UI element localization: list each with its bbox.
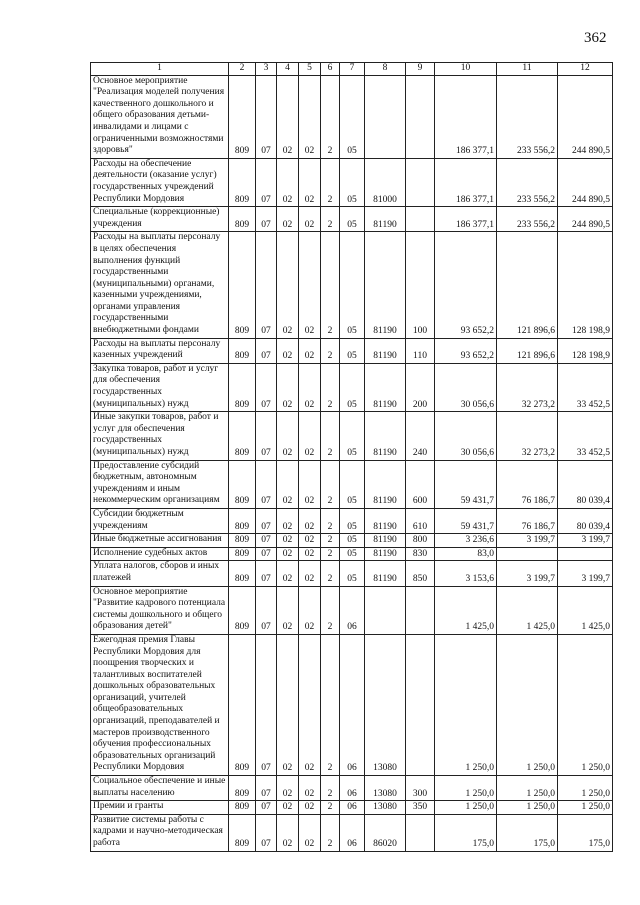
cell-col-11: 233 556,2 [497, 207, 558, 232]
cell-col-2: 809 [229, 363, 256, 411]
cell-col-3: 07 [256, 561, 277, 586]
row-name-cell: Премии и гранты [91, 801, 229, 815]
cell-col-7: 05 [340, 207, 365, 232]
table-row [91, 232, 613, 338]
cell-col-8: 13080 [365, 776, 406, 801]
table-row [91, 776, 613, 801]
cell-col-3: 07 [256, 460, 277, 508]
cell-col-7: 05 [340, 338, 365, 363]
column-header: 9 [406, 63, 435, 76]
table-row [91, 561, 613, 586]
cell-col-11: 3 199,7 [497, 534, 558, 548]
cell-col-6: 2 [321, 338, 340, 363]
cell-col-10: 59 431,7 [435, 508, 497, 533]
cell-col-4: 02 [277, 776, 299, 801]
cell-col-4: 02 [277, 207, 299, 232]
cell-col-2: 809 [229, 232, 256, 338]
table-row [91, 412, 613, 460]
cell-col-7: 06 [340, 776, 365, 801]
cell-col-2: 809 [229, 814, 256, 851]
cell-col-8: 81190 [365, 338, 406, 363]
cell-col-8: 81190 [365, 508, 406, 533]
cell-col-8: 81190 [365, 232, 406, 338]
cell-col-9 [406, 634, 435, 775]
cell-col-6: 2 [321, 776, 340, 801]
cell-col-10: 93 652,2 [435, 232, 497, 338]
cell-col-11: 233 556,2 [497, 158, 558, 206]
cell-col-10: 30 056,6 [435, 412, 497, 460]
cell-col-10: 83,0 [435, 547, 497, 561]
cell-col-7: 05 [340, 412, 365, 460]
cell-col-3: 07 [256, 207, 277, 232]
cell-col-6: 2 [321, 412, 340, 460]
cell-col-6: 2 [321, 814, 340, 851]
table-row [91, 586, 613, 634]
cell-col-12 [558, 547, 613, 561]
cell-col-6: 2 [321, 534, 340, 548]
cell-col-8: 81190 [365, 534, 406, 548]
column-header: 6 [321, 63, 340, 76]
row-name-cell: Расходы на выплаты персоналу казенных учреждений [91, 338, 229, 363]
cell-col-4: 02 [277, 363, 299, 411]
table-row [91, 158, 613, 206]
cell-col-7: 05 [340, 508, 365, 533]
cell-col-8: 81190 [365, 460, 406, 508]
column-header: 2 [229, 63, 256, 76]
cell-col-7: 05 [340, 158, 365, 206]
cell-col-11: 76 186,7 [497, 460, 558, 508]
cell-col-7: 05 [340, 547, 365, 561]
page-number: 362 [584, 30, 607, 46]
cell-col-2: 809 [229, 75, 256, 158]
cell-col-9: 110 [406, 338, 435, 363]
row-name-cell: Предоставление субсидий бюджетным, автономным учреждениям и иным некоммерческим организациям [91, 460, 229, 508]
cell-col-7: 05 [340, 232, 365, 338]
table-body [91, 75, 613, 851]
cell-col-11: 175,0 [497, 814, 558, 851]
cell-col-11: 1 250,0 [497, 776, 558, 801]
cell-col-12: 33 452,5 [558, 412, 613, 460]
cell-col-9: 830 [406, 547, 435, 561]
column-header: 3 [256, 63, 277, 76]
cell-col-12: 1 250,0 [558, 634, 613, 775]
cell-col-8: 81190 [365, 412, 406, 460]
cell-col-8: 86020 [365, 814, 406, 851]
column-header: 10 [435, 63, 497, 76]
cell-col-11: 3 199,7 [497, 561, 558, 586]
cell-col-11: 1 250,0 [497, 634, 558, 775]
cell-col-12: 1 250,0 [558, 801, 613, 815]
cell-col-9: 350 [406, 801, 435, 815]
cell-col-5: 02 [299, 534, 321, 548]
table-row [91, 534, 613, 548]
cell-col-3: 07 [256, 363, 277, 411]
cell-col-10: 30 056,6 [435, 363, 497, 411]
cell-col-6: 2 [321, 586, 340, 634]
cell-col-8: 13080 [365, 801, 406, 815]
cell-col-10: 1 425,0 [435, 586, 497, 634]
table-row [91, 801, 613, 815]
cell-col-9 [406, 158, 435, 206]
cell-col-12: 80 039,4 [558, 508, 613, 533]
cell-col-5: 02 [299, 776, 321, 801]
cell-col-8: 81190 [365, 363, 406, 411]
column-header: 5 [299, 63, 321, 76]
table-row [91, 207, 613, 232]
row-name-cell: Расходы на выплаты персоналу в целях обеспечения выполнения функций государственными (муниципальными) органами, казенными учреждениями, органами управления государственными внебюджетными фондами [91, 232, 229, 338]
table-row [91, 634, 613, 775]
cell-col-7: 05 [340, 534, 365, 548]
cell-col-6: 2 [321, 232, 340, 338]
cell-col-4: 02 [277, 75, 299, 158]
table-row [91, 460, 613, 508]
cell-col-2: 809 [229, 508, 256, 533]
cell-col-8: 81000 [365, 158, 406, 206]
cell-col-9: 240 [406, 412, 435, 460]
budget-table [90, 62, 613, 852]
cell-col-5: 02 [299, 338, 321, 363]
cell-col-5: 02 [299, 158, 321, 206]
cell-col-12: 128 198,9 [558, 338, 613, 363]
cell-col-8: 81190 [365, 561, 406, 586]
row-name-cell: Социальное обеспечение и иные выплаты населению [91, 776, 229, 801]
column-header: 7 [340, 63, 365, 76]
cell-col-7: 05 [340, 460, 365, 508]
cell-col-11: 233 556,2 [497, 75, 558, 158]
cell-col-3: 07 [256, 801, 277, 815]
cell-col-2: 809 [229, 158, 256, 206]
cell-col-11: 76 186,7 [497, 508, 558, 533]
table-row [91, 75, 613, 158]
cell-col-11: 32 273,2 [497, 363, 558, 411]
cell-col-4: 02 [277, 158, 299, 206]
column-header: 12 [558, 63, 613, 76]
row-name-cell: Расходы на обеспечение деятельности (оказание услуг) государственных учреждений Республики Мордовия [91, 158, 229, 206]
cell-col-11: 32 273,2 [497, 412, 558, 460]
cell-col-10: 93 652,2 [435, 338, 497, 363]
cell-col-6: 2 [321, 460, 340, 508]
cell-col-12: 3 199,7 [558, 534, 613, 548]
cell-col-4: 02 [277, 232, 299, 338]
cell-col-9: 850 [406, 561, 435, 586]
row-name-cell: Основное мероприятие "Развитие кадрового потенциала системы дошкольного и общего образования детей" [91, 586, 229, 634]
row-name-cell: Иные закупки товаров, работ и услуг для обеспечения государственных (муниципальных) нужд [91, 412, 229, 460]
column-header: 8 [365, 63, 406, 76]
cell-col-3: 07 [256, 814, 277, 851]
cell-col-5: 02 [299, 363, 321, 411]
row-name-cell: Развитие системы работы с кадрами и научно-методическая работа [91, 814, 229, 851]
cell-col-8 [365, 75, 406, 158]
cell-col-6: 2 [321, 634, 340, 775]
cell-col-4: 02 [277, 534, 299, 548]
cell-col-6: 2 [321, 158, 340, 206]
cell-col-2: 809 [229, 534, 256, 548]
cell-col-11: 1 250,0 [497, 801, 558, 815]
cell-col-4: 02 [277, 338, 299, 363]
row-name-cell: Специальные (коррекционные) учреждения [91, 207, 229, 232]
cell-col-10: 3 236,6 [435, 534, 497, 548]
cell-col-7: 05 [340, 75, 365, 158]
cell-col-3: 07 [256, 534, 277, 548]
cell-col-4: 02 [277, 460, 299, 508]
row-name-cell: Ежегодная премия Главы Республики Мордовия для поощрения творческих и талантливых воспитателей дошкольных образовательных организаций, учителей общеобразовательных организаций, преподавателей и мастеров производственного обучения профессиональных образовательных организаций Республики Мордовия [91, 634, 229, 775]
cell-col-5: 02 [299, 460, 321, 508]
cell-col-12: 33 452,5 [558, 363, 613, 411]
cell-col-12: 175,0 [558, 814, 613, 851]
cell-col-3: 07 [256, 412, 277, 460]
cell-col-10: 186 377,1 [435, 75, 497, 158]
cell-col-8: 81190 [365, 207, 406, 232]
cell-col-12: 244 890,5 [558, 207, 613, 232]
cell-col-12: 128 198,9 [558, 232, 613, 338]
column-header: 1 [91, 63, 229, 76]
cell-col-9 [406, 814, 435, 851]
cell-col-4: 02 [277, 634, 299, 775]
row-name-cell: Исполнение судебных актов [91, 547, 229, 561]
cell-col-4: 02 [277, 586, 299, 634]
cell-col-10: 186 377,1 [435, 207, 497, 232]
cell-col-4: 02 [277, 508, 299, 533]
cell-col-6: 2 [321, 207, 340, 232]
cell-col-10: 1 250,0 [435, 634, 497, 775]
cell-col-7: 06 [340, 586, 365, 634]
cell-col-9 [406, 75, 435, 158]
cell-col-5: 02 [299, 814, 321, 851]
cell-col-4: 02 [277, 801, 299, 815]
cell-col-2: 809 [229, 547, 256, 561]
cell-col-11: 121 896,6 [497, 338, 558, 363]
cell-col-7: 05 [340, 363, 365, 411]
cell-col-5: 02 [299, 232, 321, 338]
cell-col-11: 121 896,6 [497, 232, 558, 338]
cell-col-6: 2 [321, 561, 340, 586]
cell-col-12: 3 199,7 [558, 561, 613, 586]
cell-col-5: 02 [299, 412, 321, 460]
cell-col-2: 809 [229, 338, 256, 363]
cell-col-9: 300 [406, 776, 435, 801]
cell-col-2: 809 [229, 776, 256, 801]
cell-col-5: 02 [299, 508, 321, 533]
cell-col-10: 1 250,0 [435, 801, 497, 815]
cell-col-5: 02 [299, 207, 321, 232]
cell-col-7: 06 [340, 634, 365, 775]
cell-col-10: 3 153,6 [435, 561, 497, 586]
cell-col-12: 244 890,5 [558, 75, 613, 158]
cell-col-2: 809 [229, 801, 256, 815]
cell-col-7: 06 [340, 801, 365, 815]
cell-col-12: 80 039,4 [558, 460, 613, 508]
cell-col-2: 809 [229, 561, 256, 586]
table-row [91, 363, 613, 411]
cell-col-11 [497, 547, 558, 561]
cell-col-2: 809 [229, 412, 256, 460]
row-name-cell: Закупка товаров, работ и услуг для обеспечения государственных (муниципальных) нужд [91, 363, 229, 411]
cell-col-4: 02 [277, 412, 299, 460]
cell-col-9: 610 [406, 508, 435, 533]
cell-col-5: 02 [299, 586, 321, 634]
cell-col-3: 07 [256, 634, 277, 775]
cell-col-9: 200 [406, 363, 435, 411]
table-row [91, 508, 613, 533]
cell-col-12: 244 890,5 [558, 158, 613, 206]
row-name-cell: Уплата налогов, сборов и иных платежей [91, 561, 229, 586]
cell-col-5: 02 [299, 801, 321, 815]
cell-col-3: 07 [256, 547, 277, 561]
cell-col-5: 02 [299, 547, 321, 561]
cell-col-9: 600 [406, 460, 435, 508]
table-row [91, 338, 613, 363]
cell-col-10: 175,0 [435, 814, 497, 851]
cell-col-6: 2 [321, 508, 340, 533]
cell-col-3: 07 [256, 75, 277, 158]
cell-col-4: 02 [277, 814, 299, 851]
row-name-cell: Основное мероприятие "Реализация моделей получения качественного дошкольного и общего образования детьми-инвалидами и лицами с ограниченными возможностями здоровья" [91, 75, 229, 158]
cell-col-3: 07 [256, 338, 277, 363]
cell-col-5: 02 [299, 561, 321, 586]
table-row [91, 814, 613, 851]
cell-col-11: 1 425,0 [497, 586, 558, 634]
cell-col-5: 02 [299, 75, 321, 158]
cell-col-9: 100 [406, 232, 435, 338]
cell-col-2: 809 [229, 460, 256, 508]
cell-col-12: 1 250,0 [558, 776, 613, 801]
cell-col-4: 02 [277, 561, 299, 586]
header-row [91, 63, 613, 76]
cell-col-10: 186 377,1 [435, 158, 497, 206]
cell-col-6: 2 [321, 363, 340, 411]
cell-col-2: 809 [229, 207, 256, 232]
cell-col-9 [406, 207, 435, 232]
table-row [91, 547, 613, 561]
cell-col-5: 02 [299, 634, 321, 775]
cell-col-10: 59 431,7 [435, 460, 497, 508]
cell-col-7: 06 [340, 814, 365, 851]
cell-col-10: 1 250,0 [435, 776, 497, 801]
cell-col-3: 07 [256, 232, 277, 338]
column-header: 4 [277, 63, 299, 76]
cell-col-6: 2 [321, 547, 340, 561]
cell-col-8: 81190 [365, 547, 406, 561]
cell-col-4: 02 [277, 547, 299, 561]
cell-col-3: 07 [256, 586, 277, 634]
cell-col-9 [406, 586, 435, 634]
column-header: 11 [497, 63, 558, 76]
cell-col-9: 800 [406, 534, 435, 548]
cell-col-2: 809 [229, 634, 256, 775]
cell-col-8: 13080 [365, 634, 406, 775]
row-name-cell: Иные бюджетные ассигнования [91, 534, 229, 548]
cell-col-6: 2 [321, 801, 340, 815]
cell-col-6: 2 [321, 75, 340, 158]
cell-col-3: 07 [256, 158, 277, 206]
cell-col-8 [365, 586, 406, 634]
cell-col-2: 809 [229, 586, 256, 634]
row-name-cell: Субсидии бюджетным учреждениям [91, 508, 229, 533]
cell-col-3: 07 [256, 508, 277, 533]
cell-col-12: 1 425,0 [558, 586, 613, 634]
cell-col-7: 05 [340, 561, 365, 586]
cell-col-3: 07 [256, 776, 277, 801]
